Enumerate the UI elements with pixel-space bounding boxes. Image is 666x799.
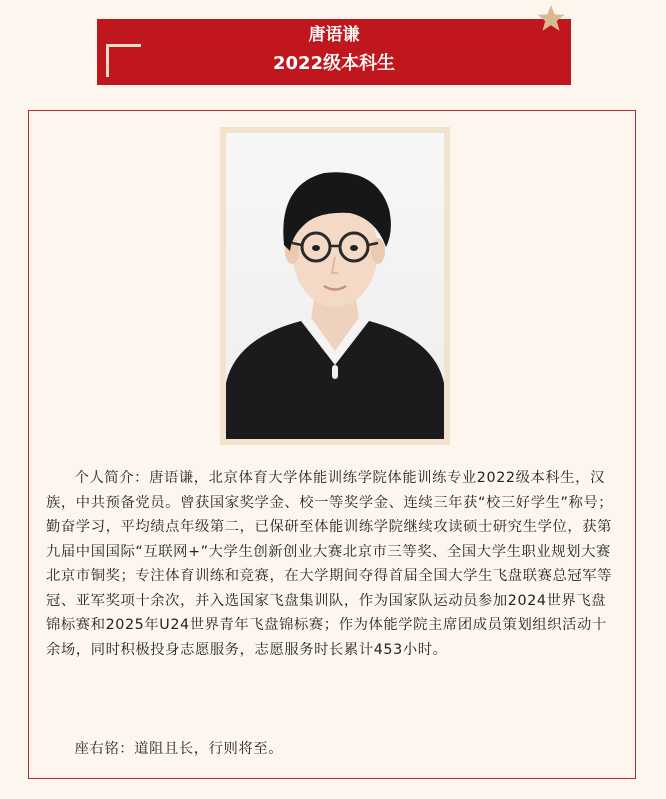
portrait-illustration xyxy=(226,133,444,439)
portrait-photo xyxy=(226,133,444,439)
portrait-frame xyxy=(220,127,450,445)
student-name: 唐语谦 xyxy=(308,25,360,45)
profile-card xyxy=(28,110,636,779)
profile-intro: 个人简介：唐语谦，北京体育大学体能训练学院体能训练专业2022级本科生，汉族，中共预备党员。曾获国家奖学金、校一等奖学金、连续三年获“校三好学生”称号；勤奋学习，平均绩点年级第二，已保研至体能训练学院继续攻读硕士研究生学位，获第九届中国国际“互联网+”大学生创新创业大赛北京市三等奖、全国大学生职业规划大赛北京市铜奖；专注体育训练和竞赛，在大学期间夺得首届全国大学生飞盘联赛总冠军等冠、亚军奖项十余次，并入选国家飞盘集训队，作为国家队运动员参加2024世界飞盘锦标赛和2025年U24世界青年飞盘锦标赛；作为体能学院主席团成员策划组织活动十余场，同时积极投身志愿服务，志愿服务时长累计453小时。 xyxy=(46,470,614,658)
title-banner xyxy=(97,19,571,85)
profile-motto: 座右铭：道阻且长，行则将至。 xyxy=(74,741,284,757)
student-class: 2022级本科生 xyxy=(272,53,396,74)
star-icon xyxy=(536,4,566,34)
